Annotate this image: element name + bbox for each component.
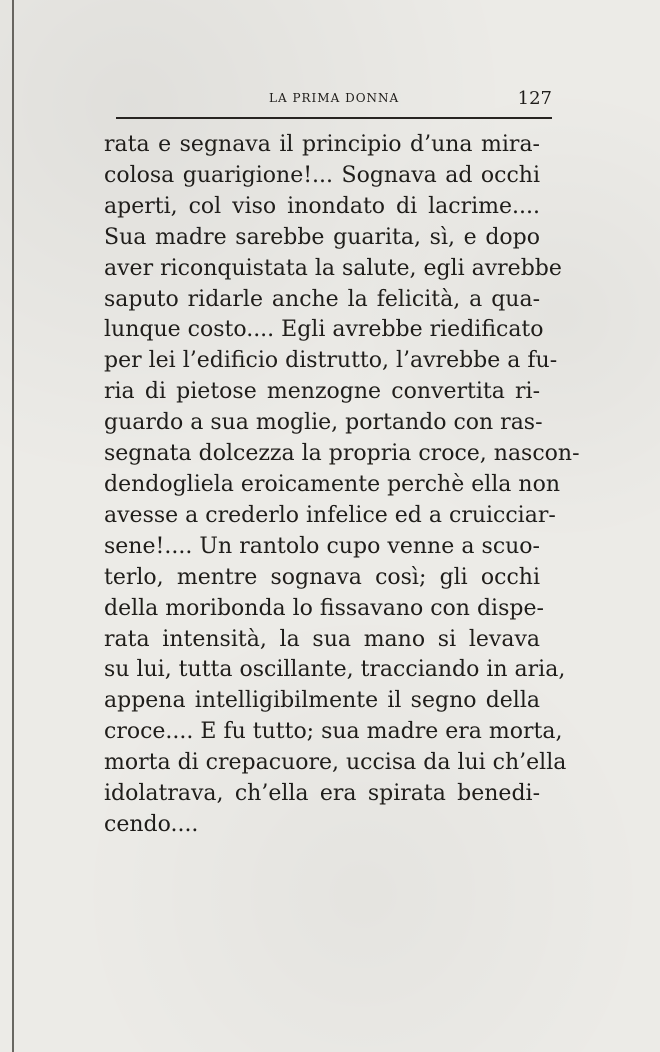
text-line: appena intelligibilmente il segno della bbox=[104, 688, 540, 714]
text-line: terlo, mentre sognava così; gli occhi bbox=[104, 564, 540, 590]
text-line: cendo.... bbox=[104, 811, 199, 837]
text-line: lunque costo.... Egli avrebbe riedificato bbox=[104, 317, 544, 343]
page-edge-line bbox=[12, 0, 14, 1052]
text-line: rata intensità, la sua mano si levava bbox=[104, 626, 540, 652]
text-line: dendogliela eroicamente perchè ella non bbox=[104, 471, 560, 497]
text-line: rata e segnava il principio d’una mira- bbox=[104, 132, 540, 157]
text-line: segnata dolcezza la propria croce, nascon- bbox=[104, 441, 580, 467]
text-line: aver riconquistata la salute, egli avrebbe bbox=[104, 255, 562, 281]
text-line: della moribonda lo fissavano con dispe- bbox=[104, 595, 544, 621]
text-line: ria di pietose menzogne convertita ri- bbox=[104, 379, 540, 405]
text-line: idolatrava, ch’ella era spirata benedi- bbox=[104, 781, 540, 807]
text-line: guardo a sua moglie, portando con ras- bbox=[104, 410, 543, 436]
page-header bbox=[114, 84, 554, 114]
text-line: sene!.... Un rantolo cupo venne a scuo- bbox=[104, 533, 540, 559]
text-line: croce.... E fu tutto; sua madre era morta, bbox=[104, 719, 563, 745]
text-line: morta di crepacuore, uccisa da lui ch’ella bbox=[104, 750, 567, 776]
page-number: 127 bbox=[517, 88, 552, 109]
text-line: avesse a crederlo infelice ed a cruicciar- bbox=[104, 502, 556, 528]
header-rule bbox=[116, 117, 552, 119]
text-line: su lui, tutta oscillante, tracciando in aria, bbox=[104, 657, 566, 683]
text-line: aperti, col viso inondato di lacrime.... bbox=[104, 193, 540, 219]
text-line: colosa guarigione!... Sognava ad occhi bbox=[104, 162, 540, 188]
running-head: LA PRIMA DONNA bbox=[269, 91, 400, 105]
body-text bbox=[104, 130, 580, 841]
text-line: per lei l’edificio distrutto, l’avrebbe a fu- bbox=[104, 348, 558, 374]
text-line: Sua madre sarebbe guarita, sì, e dopo bbox=[104, 224, 540, 250]
text-line: saputo ridarle anche la felicità, a qua- bbox=[104, 286, 540, 312]
